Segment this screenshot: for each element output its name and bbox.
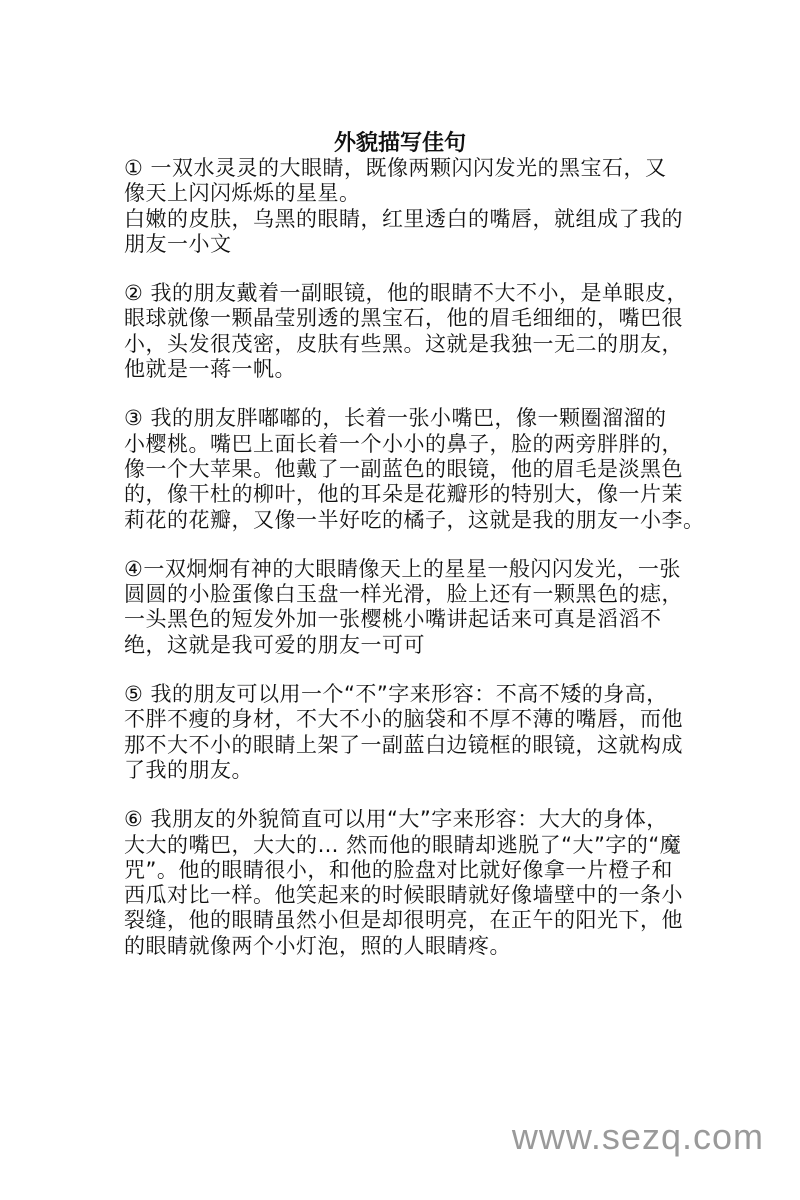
text-line: 他就是一蒋一帆。 [124,357,296,382]
paragraph-3 [124,406,705,532]
text-line: 像天上闪闪烁烁的星星。 [124,181,361,206]
text-line: 白嫩的皮肤，乌黑的眼睛，红里透白的嘴唇，就组成了我的 [124,206,683,231]
text-line: 的眼睛就像两个小灯泡，照的人眼睛疼。 [124,933,511,958]
watermark: www.sezq.com [511,1116,764,1157]
text-line: 莉花的花瓣，又像一半好吃的橘子，这就是我的朋友一小李。 [124,507,705,532]
text-line: 了我的朋友。 [124,757,253,782]
text-line: 一头黑色的短发外加一张樱桃小嘴讲起话来可真是滔滔不 [124,607,662,632]
paragraph-6 [124,807,694,959]
text-line: 不胖不瘦的身材，不大不小的脑袋和不厚不薄的嘴唇，而他 [124,707,683,732]
text-line: 那不大不小的眼睛上架了一副蓝白边镜框的眼镜，这就构成 [124,732,683,757]
paragraph-1 [124,156,694,257]
paragraph-4 [124,557,694,658]
text-line: 眼球就像一颗晶莹别透的黑宝石，他的眉毛细细的，嘴巴很 [124,306,683,331]
text-line: ③ 我的朋友胖嘟嘟的，长着一张小嘴巴，像一颗圈溜溜的 [124,406,667,431]
text-line: 的，像干杜的柳叶，他的耳朵是花瓣形的特别大，像一片茉 [124,482,683,507]
text-line: 朋友一小文 [124,231,232,256]
text-line: 咒”。他的眼睛很小，和他的脸盘对比就好像拿一片橙子和 [124,857,673,882]
page-title: 外貌描写佳句 [333,131,466,156]
text-line: 绝，这就是我可爱的朋友一可可 [124,632,425,657]
text-line: 大大的嘴巴，大大的… 然而他的眼睛却逃脱了“大”字的“魔 [124,832,682,857]
text-line: 小，头发很茂密，皮肤有些黑。这就是我独一无二的朋友， [124,331,683,356]
text-line: 像一个大苹果。他戴了一副蓝色的眼镜，他的眉毛是淡黑色 [124,456,683,481]
text-line: ⑥ 我朋友的外貌简直可以用“大”字来形容：大大的身体， [124,807,668,832]
text-line: ④一双炯炯有神的大眼睛像天上的星星一般闪闪发光，一张 [124,556,681,581]
text-line: 西瓜对比一样。他笑起来的时候眼睛就好像墙壁中的一条小 [124,883,683,908]
text-line: 裂缝，他的眼睛虽然小但是却很明亮，在正午的阳光下，他 [124,908,683,933]
text-line: 圆圆的小脸蛋像白玉盘一样光滑，脸上还有一颗黑色的痣， [124,582,683,607]
text-line: ⑤ 我的朋友可以用一个“不”字来形容：不高不矮的身高， [124,682,668,707]
text-line: ① 一双水灵灵的大眼睛，既像两颗闪闪发光的黑宝石，又 [124,156,667,180]
text-line: 小樱桃。嘴巴上面长着一个小小的鼻子，脸的两旁胖胖的， [124,431,683,456]
text-line: ② 我的朋友戴着一副眼镜，他的眼睛不大不小，是单眼皮， [124,281,688,306]
paragraph-2 [124,281,694,382]
paragraph-5 [124,682,694,783]
document-body [124,156,705,983]
